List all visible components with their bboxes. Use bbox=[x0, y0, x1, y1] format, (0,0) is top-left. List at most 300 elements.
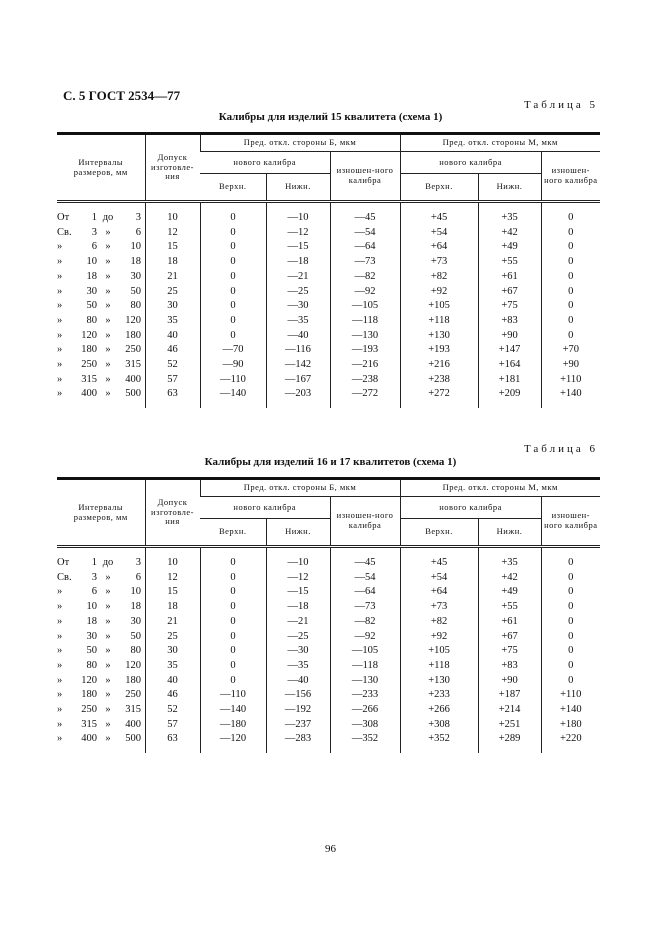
table-cell: +147 bbox=[478, 343, 541, 358]
table-cell: —12 bbox=[266, 571, 330, 586]
table-cell: 0 bbox=[541, 585, 600, 600]
table-cell: —64 bbox=[330, 240, 400, 255]
interval-part: » bbox=[105, 226, 111, 238]
table-cell: —21 bbox=[266, 270, 330, 285]
column-header: Верхн. bbox=[400, 519, 478, 547]
table-cell: 0 bbox=[200, 615, 266, 630]
table-cell: —82 bbox=[330, 270, 400, 285]
table-cell: +75 bbox=[478, 299, 541, 314]
column-header: Верхн. bbox=[200, 174, 266, 202]
table-cell: 0 bbox=[541, 285, 600, 300]
size-interval bbox=[57, 547, 145, 571]
interval-part: » bbox=[105, 256, 111, 268]
size-interval bbox=[57, 732, 145, 753]
column-header: изношен-ного калибра bbox=[541, 497, 600, 547]
table-cell: —110 bbox=[200, 373, 266, 388]
table-cell: 0 bbox=[200, 255, 266, 270]
table-cell: —283 bbox=[266, 732, 330, 753]
table-cell: 18 bbox=[145, 255, 200, 270]
table-cell: +105 bbox=[400, 299, 478, 314]
interval-part: » bbox=[57, 344, 63, 356]
table-cell: 46 bbox=[145, 343, 200, 358]
table-cell: —35 bbox=[266, 314, 330, 329]
table-5-number: Таблица 5 bbox=[523, 99, 598, 111]
interval-part: » bbox=[57, 300, 63, 312]
size-interval bbox=[57, 299, 145, 314]
table-cell: +90 bbox=[478, 329, 541, 344]
column-header: изношен-ного калибра bbox=[330, 497, 400, 547]
table-6-number: Таблица 6 bbox=[523, 443, 598, 455]
interval-part: 30 bbox=[130, 270, 141, 282]
interval-part: » bbox=[105, 586, 111, 598]
table-5 bbox=[57, 132, 600, 408]
interval-part: 50 bbox=[86, 645, 97, 657]
table-cell: —203 bbox=[266, 387, 330, 408]
interval-part: 30 bbox=[86, 630, 97, 642]
size-interval bbox=[57, 615, 145, 630]
interval-part: » bbox=[57, 674, 63, 686]
table-cell: +70 bbox=[541, 343, 600, 358]
interval-part: » bbox=[57, 285, 63, 297]
table-cell: +266 bbox=[400, 703, 478, 718]
table-cell: —45 bbox=[330, 202, 400, 226]
interval-part: 315 bbox=[125, 359, 141, 371]
table-cell: —30 bbox=[266, 644, 330, 659]
interval-part: 120 bbox=[81, 329, 97, 341]
column-header: Пред. откл. стороны Б, мкм bbox=[200, 134, 400, 152]
size-interval bbox=[57, 240, 145, 255]
column-header: нового калибра bbox=[400, 497, 541, 519]
table-row bbox=[57, 585, 600, 600]
table-cell: 10 bbox=[145, 547, 200, 571]
interval-part: 18 bbox=[130, 256, 141, 268]
table-cell: +216 bbox=[400, 358, 478, 373]
table-cell: 0 bbox=[200, 285, 266, 300]
table-cell: 0 bbox=[541, 615, 600, 630]
table-cell: 30 bbox=[145, 299, 200, 314]
table-cell: 0 bbox=[541, 571, 600, 586]
table-cell: 0 bbox=[200, 644, 266, 659]
size-interval bbox=[57, 718, 145, 733]
interval-part: » bbox=[105, 689, 111, 701]
table-cell: 0 bbox=[200, 314, 266, 329]
interval-part: » bbox=[105, 659, 111, 671]
interval-part: 6 bbox=[135, 571, 141, 583]
table-row bbox=[57, 373, 600, 388]
interval-part: » bbox=[105, 645, 111, 657]
table-cell: 12 bbox=[145, 571, 200, 586]
interval-part: Св. bbox=[57, 571, 72, 583]
interval-part: » bbox=[105, 388, 111, 400]
table-cell: +64 bbox=[400, 585, 478, 600]
interval-part: 250 bbox=[125, 344, 141, 356]
interval-part: 250 bbox=[81, 359, 97, 371]
table-cell: —266 bbox=[330, 703, 400, 718]
column-header: изношен-ного калибра bbox=[330, 152, 400, 202]
interval-part: » bbox=[105, 718, 111, 730]
interval-part: до bbox=[102, 212, 114, 223]
table-cell: +35 bbox=[478, 547, 541, 571]
column-header: Интервалы размеров, мм bbox=[57, 134, 145, 202]
size-interval bbox=[57, 270, 145, 285]
interval-part: 1 bbox=[91, 557, 97, 568]
column-header: Нижн. bbox=[266, 174, 330, 202]
column-header: Нижн. bbox=[478, 174, 541, 202]
table-cell: —167 bbox=[266, 373, 330, 388]
interval-part: 120 bbox=[125, 314, 141, 326]
table-row bbox=[57, 674, 600, 689]
column-header: Интервалы размеров, мм bbox=[57, 479, 145, 547]
table-cell: +272 bbox=[400, 387, 478, 408]
table-cell: —352 bbox=[330, 732, 400, 753]
table-cell: —12 bbox=[266, 226, 330, 241]
interval-part: » bbox=[105, 300, 111, 312]
interval-part: » bbox=[57, 241, 63, 253]
interval-part: » bbox=[105, 344, 111, 356]
table-cell: —110 bbox=[200, 688, 266, 703]
size-interval bbox=[57, 585, 145, 600]
table-row bbox=[57, 732, 600, 753]
table-cell: —18 bbox=[266, 255, 330, 270]
table-cell: 63 bbox=[145, 387, 200, 408]
table-row bbox=[57, 358, 600, 373]
interval-part: 30 bbox=[86, 285, 97, 297]
interval-part: » bbox=[57, 689, 63, 701]
interval-part: 10 bbox=[130, 241, 141, 253]
table-cell: +110 bbox=[541, 373, 600, 388]
table-cell: 52 bbox=[145, 358, 200, 373]
table-cell: —18 bbox=[266, 600, 330, 615]
table-cell: +82 bbox=[400, 615, 478, 630]
size-interval bbox=[57, 688, 145, 703]
interval-part: 3 bbox=[135, 557, 141, 568]
interval-part: 30 bbox=[130, 615, 141, 627]
interval-part: 120 bbox=[125, 659, 141, 671]
table-cell: 12 bbox=[145, 226, 200, 241]
table-cell: +92 bbox=[400, 630, 478, 645]
table-cell: 25 bbox=[145, 285, 200, 300]
column-header: Пред. откл. стороны М, мкм bbox=[400, 134, 600, 152]
table-cell: 35 bbox=[145, 659, 200, 674]
interval-part: » bbox=[57, 373, 63, 385]
table-cell: +42 bbox=[478, 571, 541, 586]
interval-part: » bbox=[105, 373, 111, 385]
table-cell: +130 bbox=[400, 674, 478, 689]
interval-part: 400 bbox=[81, 388, 97, 400]
interval-part: » bbox=[57, 270, 63, 282]
table-cell: —142 bbox=[266, 358, 330, 373]
interval-part: » bbox=[57, 256, 63, 268]
table-cell: 63 bbox=[145, 732, 200, 753]
interval-part: » bbox=[57, 314, 63, 326]
interval-part: 315 bbox=[125, 704, 141, 716]
table-cell: 0 bbox=[541, 600, 600, 615]
column-header: нового калибра bbox=[400, 152, 541, 174]
size-interval bbox=[57, 329, 145, 344]
interval-part: » bbox=[57, 359, 63, 371]
table-cell: —15 bbox=[266, 585, 330, 600]
interval-part: 80 bbox=[86, 659, 97, 671]
interval-part: 6 bbox=[91, 241, 97, 253]
table-cell: +61 bbox=[478, 615, 541, 630]
table-cell: +83 bbox=[478, 659, 541, 674]
table-row bbox=[57, 688, 600, 703]
table-cell: —308 bbox=[330, 718, 400, 733]
size-interval bbox=[57, 571, 145, 586]
table-cell: +164 bbox=[478, 358, 541, 373]
table-cell: +193 bbox=[400, 343, 478, 358]
table-cell: —130 bbox=[330, 674, 400, 689]
table-cell: 0 bbox=[200, 674, 266, 689]
table-cell: +90 bbox=[541, 358, 600, 373]
table-cell: —118 bbox=[330, 659, 400, 674]
table-cell: 0 bbox=[541, 226, 600, 241]
interval-part: » bbox=[57, 645, 63, 657]
table-cell: 0 bbox=[541, 659, 600, 674]
interval-part: » bbox=[105, 359, 111, 371]
table-cell: 0 bbox=[200, 547, 266, 571]
interval-part: 50 bbox=[130, 285, 141, 297]
table-cell: —192 bbox=[266, 703, 330, 718]
size-interval bbox=[57, 373, 145, 388]
table-cell: +73 bbox=[400, 255, 478, 270]
table-cell: +187 bbox=[478, 688, 541, 703]
interval-part: От bbox=[57, 212, 70, 223]
column-header: Пред. откл. стороны М, мкм bbox=[400, 479, 600, 497]
interval-part: 180 bbox=[81, 344, 97, 356]
interval-part: 400 bbox=[81, 733, 97, 745]
table-cell: +181 bbox=[478, 373, 541, 388]
interval-part: » bbox=[57, 388, 63, 400]
table-cell: +105 bbox=[400, 644, 478, 659]
table-cell: —40 bbox=[266, 329, 330, 344]
table-cell: 25 bbox=[145, 630, 200, 645]
table-row bbox=[57, 202, 600, 226]
table-cell: 35 bbox=[145, 314, 200, 329]
table-cell: —140 bbox=[200, 703, 266, 718]
column-header: Допуск изготовле-ния bbox=[145, 479, 200, 547]
table-cell: +35 bbox=[478, 202, 541, 226]
table-cell: —15 bbox=[266, 240, 330, 255]
interval-part: 3 bbox=[91, 226, 97, 238]
table-cell: 0 bbox=[200, 226, 266, 241]
table-cell: —25 bbox=[266, 630, 330, 645]
table-cell: 0 bbox=[541, 314, 600, 329]
table-cell: —105 bbox=[330, 644, 400, 659]
table-cell: +140 bbox=[541, 703, 600, 718]
table-6-title: Калибры для изделий 16 и 17 квалитетов (схема 1) bbox=[204, 456, 457, 468]
table-cell: 0 bbox=[541, 299, 600, 314]
interval-part: 500 bbox=[125, 388, 141, 400]
table-cell: 0 bbox=[200, 299, 266, 314]
table-cell: —73 bbox=[330, 600, 400, 615]
interval-part: » bbox=[105, 329, 111, 341]
table-cell: +209 bbox=[478, 387, 541, 408]
interval-part: » bbox=[105, 704, 111, 716]
interval-part: 10 bbox=[130, 586, 141, 598]
table-cell: —70 bbox=[200, 343, 266, 358]
table-cell: +308 bbox=[400, 718, 478, 733]
interval-part: 10 bbox=[86, 601, 97, 613]
table-cell: +118 bbox=[400, 659, 478, 674]
table-cell: —237 bbox=[266, 718, 330, 733]
interval-part: 250 bbox=[125, 689, 141, 701]
size-interval bbox=[57, 600, 145, 615]
column-header: нового калибра bbox=[200, 497, 330, 519]
table-row bbox=[57, 659, 600, 674]
column-header: Верхн. bbox=[400, 174, 478, 202]
table-row bbox=[57, 255, 600, 270]
size-interval bbox=[57, 226, 145, 241]
interval-part: 400 bbox=[125, 373, 141, 385]
table-cell: 0 bbox=[541, 644, 600, 659]
interval-part: 3 bbox=[91, 571, 97, 583]
table-cell: 21 bbox=[145, 615, 200, 630]
table-cell: 10 bbox=[145, 202, 200, 226]
interval-part: » bbox=[57, 733, 63, 745]
table-cell: 0 bbox=[541, 630, 600, 645]
table-cell: 0 bbox=[541, 240, 600, 255]
size-interval bbox=[57, 644, 145, 659]
table-cell: 0 bbox=[200, 585, 266, 600]
interval-part: От bbox=[57, 557, 70, 568]
table-cell: —92 bbox=[330, 630, 400, 645]
interval-part: » bbox=[105, 571, 111, 583]
size-interval bbox=[57, 285, 145, 300]
table-cell: 40 bbox=[145, 329, 200, 344]
table-cell: —120 bbox=[200, 732, 266, 753]
table-cell: —10 bbox=[266, 547, 330, 571]
table-cell: —90 bbox=[200, 358, 266, 373]
table-cell: —25 bbox=[266, 285, 330, 300]
table-cell: —156 bbox=[266, 688, 330, 703]
interval-part: 315 bbox=[81, 373, 97, 385]
table-cell: 0 bbox=[200, 630, 266, 645]
table-cell: —73 bbox=[330, 255, 400, 270]
table-row bbox=[57, 226, 600, 241]
table-row bbox=[57, 630, 600, 645]
interval-part: 400 bbox=[125, 718, 141, 730]
table-cell: 0 bbox=[200, 571, 266, 586]
interval-part: » bbox=[57, 659, 63, 671]
table-row bbox=[57, 600, 600, 615]
interval-part: » bbox=[57, 329, 63, 341]
interval-part: 50 bbox=[130, 630, 141, 642]
table-cell: —118 bbox=[330, 314, 400, 329]
interval-part: » bbox=[105, 601, 111, 613]
interval-part: 315 bbox=[81, 718, 97, 730]
table-cell: +118 bbox=[400, 314, 478, 329]
interval-part: 18 bbox=[86, 615, 97, 627]
table-cell: 0 bbox=[200, 202, 266, 226]
size-interval bbox=[57, 358, 145, 373]
interval-part: 250 bbox=[81, 704, 97, 716]
table-cell: —64 bbox=[330, 585, 400, 600]
table-row bbox=[57, 314, 600, 329]
table-row bbox=[57, 644, 600, 659]
interval-part: 3 bbox=[135, 212, 141, 223]
interval-part: » bbox=[105, 241, 111, 253]
size-interval bbox=[57, 343, 145, 358]
size-interval bbox=[57, 387, 145, 408]
table-cell: 18 bbox=[145, 600, 200, 615]
table-row bbox=[57, 299, 600, 314]
table-5-title: Калибры для изделий 15 квалитета (схема 1) bbox=[218, 111, 443, 123]
table-row bbox=[57, 547, 600, 571]
table-cell: +73 bbox=[400, 600, 478, 615]
document-header: С. 5 ГОСТ 2534—77 bbox=[63, 88, 181, 103]
table-cell: +64 bbox=[400, 240, 478, 255]
size-interval bbox=[57, 202, 145, 226]
table-row bbox=[57, 343, 600, 358]
column-header: Нижн. bbox=[478, 519, 541, 547]
interval-part: 500 bbox=[125, 733, 141, 745]
table-cell: —105 bbox=[330, 299, 400, 314]
table-cell: —238 bbox=[330, 373, 400, 388]
table-cell: +82 bbox=[400, 270, 478, 285]
interval-part: 50 bbox=[86, 300, 97, 312]
table-cell: —35 bbox=[266, 659, 330, 674]
interval-part: до bbox=[102, 557, 114, 568]
interval-part: » bbox=[105, 630, 111, 642]
table-row bbox=[57, 718, 600, 733]
table-cell: +45 bbox=[400, 202, 478, 226]
table-row bbox=[57, 329, 600, 344]
interval-part: » bbox=[105, 314, 111, 326]
interval-part: 6 bbox=[91, 586, 97, 598]
interval-part: 18 bbox=[130, 601, 141, 613]
column-header: Пред. откл. стороны Б, мкм bbox=[200, 479, 400, 497]
interval-part: » bbox=[57, 586, 63, 598]
interval-part: 6 bbox=[135, 226, 141, 238]
table-cell: +61 bbox=[478, 270, 541, 285]
table-cell: +214 bbox=[478, 703, 541, 718]
column-header: Верхн. bbox=[200, 519, 266, 547]
table-cell: +220 bbox=[541, 732, 600, 753]
table-cell: 0 bbox=[541, 270, 600, 285]
table-cell: 30 bbox=[145, 644, 200, 659]
table-row bbox=[57, 270, 600, 285]
table-cell: +83 bbox=[478, 314, 541, 329]
table-cell: —10 bbox=[266, 202, 330, 226]
table-cell: —54 bbox=[330, 226, 400, 241]
table-cell: +54 bbox=[400, 226, 478, 241]
size-interval bbox=[57, 674, 145, 689]
table-cell: 15 bbox=[145, 585, 200, 600]
table-cell: 0 bbox=[200, 329, 266, 344]
table-cell: —40 bbox=[266, 674, 330, 689]
table-cell: —82 bbox=[330, 615, 400, 630]
table-cell: —45 bbox=[330, 547, 400, 571]
table-6 bbox=[57, 477, 600, 753]
table-cell: 0 bbox=[541, 547, 600, 571]
table-cell: 0 bbox=[541, 674, 600, 689]
interval-part: » bbox=[57, 601, 63, 613]
interval-part: » bbox=[57, 704, 63, 716]
interval-part: 80 bbox=[130, 300, 141, 312]
table-cell: 0 bbox=[200, 240, 266, 255]
interval-part: » bbox=[105, 615, 111, 627]
table-cell: —130 bbox=[330, 329, 400, 344]
size-interval bbox=[57, 703, 145, 718]
size-interval bbox=[57, 659, 145, 674]
interval-part: » bbox=[105, 285, 111, 297]
interval-part: 180 bbox=[125, 674, 141, 686]
table-row bbox=[57, 387, 600, 408]
table-cell: +55 bbox=[478, 255, 541, 270]
interval-part: 180 bbox=[81, 689, 97, 701]
table-cell: +140 bbox=[541, 387, 600, 408]
